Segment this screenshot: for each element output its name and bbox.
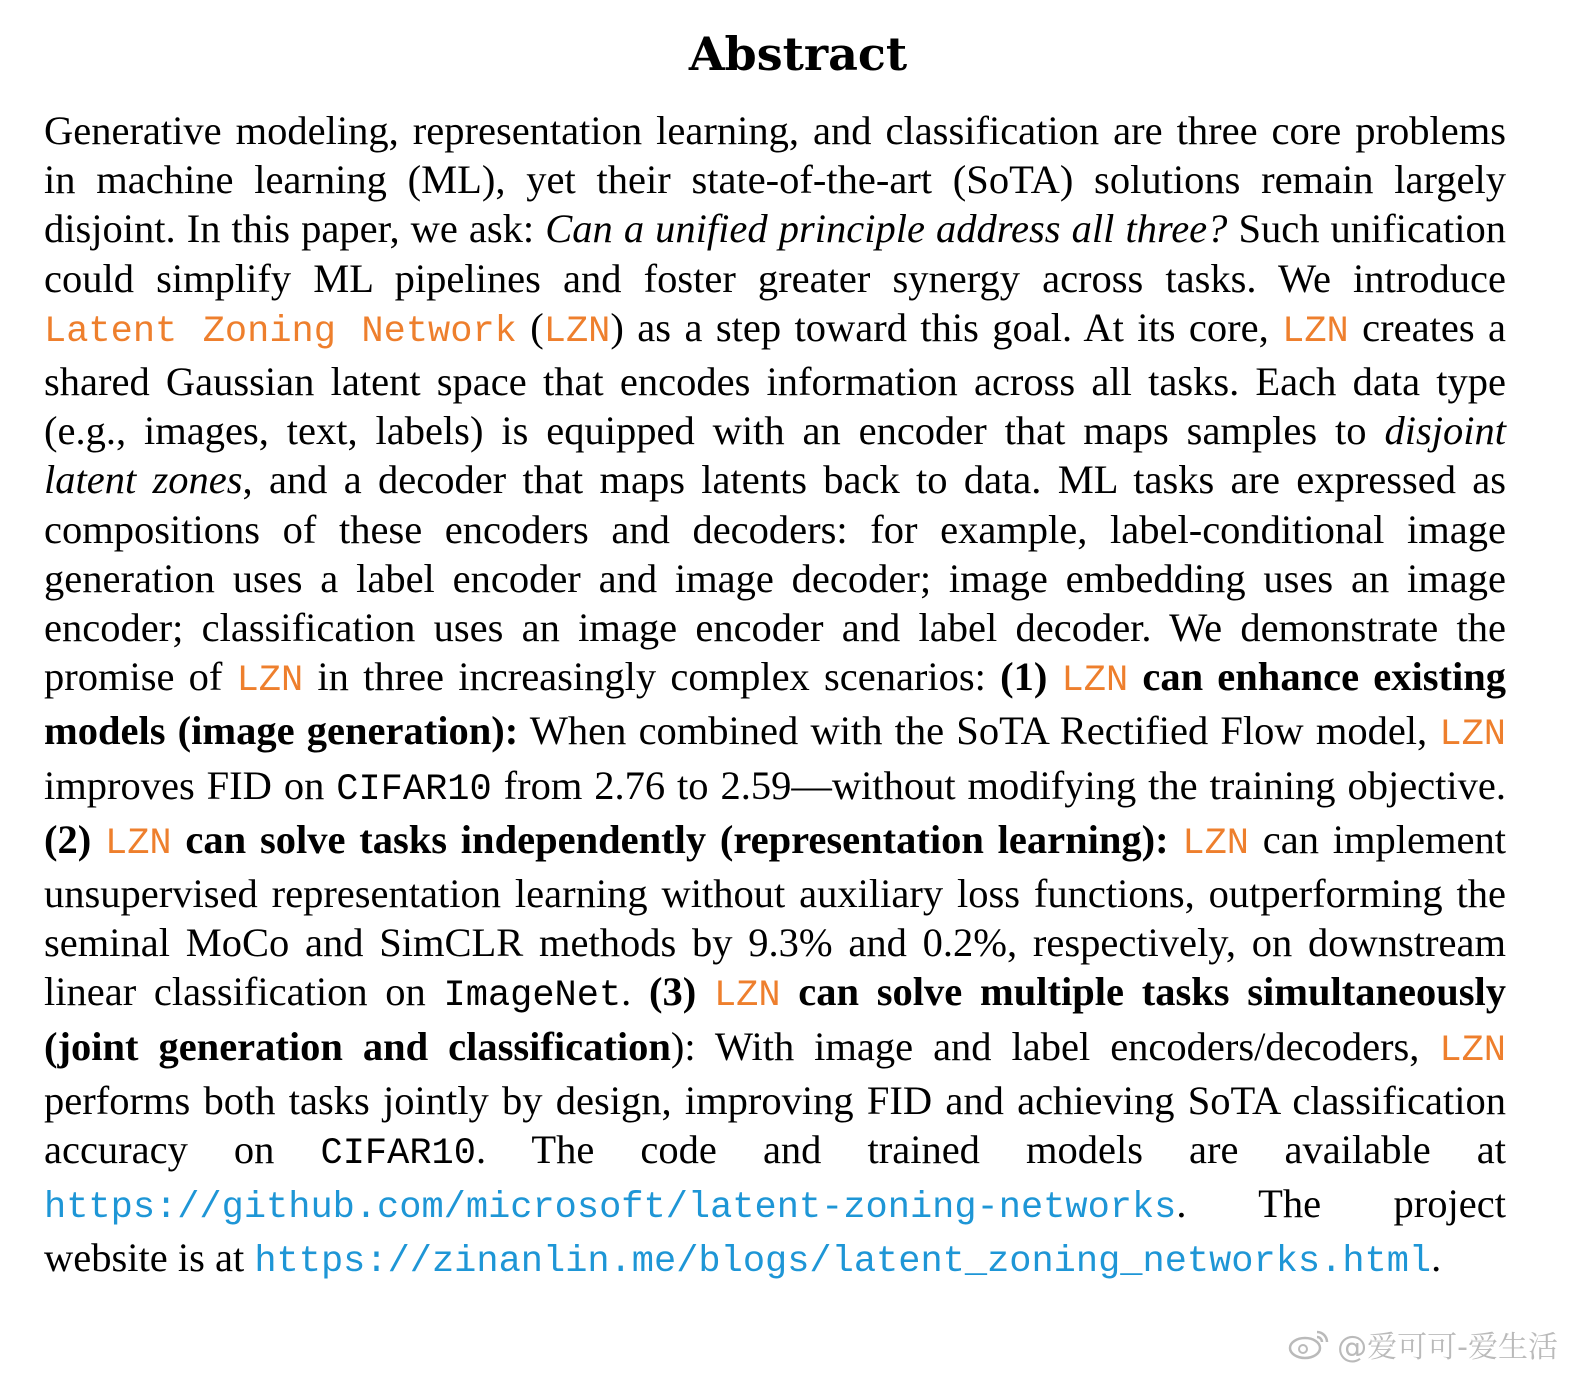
abstract-text: . The code and trained models are available at [475,1127,1506,1173]
lzn-term[interactable]: LZN [1282,310,1349,353]
abstract-text: ) as a step toward this goal. At its core, [610,304,1283,350]
abstract-text [1169,817,1183,862]
lzn-term[interactable]: LZN [1061,660,1129,703]
lzn-term[interactable]: LZN [1439,1029,1507,1072]
bold-text: (3) [649,969,714,1015]
bold-text: (2) [44,816,106,862]
project-website-link[interactable]: https://zinanlin.me/blogs/latent_zoning_networks.html [254,1241,1432,1284]
weibo-logo-icon [1287,1326,1331,1362]
abstract-text: creates a shared Gaussian latent space that encodes information across all tasks. Each data type (e.g., images, text, labels) is equipped with an encoder that maps samples to [44,304,1506,454]
lzn-term[interactable]: LZN [1439,714,1506,757]
abstract-text: Such unification could simplify ML pipelines and foster greater synergy across tasks. We introduce [44,206,1507,301]
abstract-body [44,106,1506,1288]
lzn-term[interactable]: LZN [105,822,172,865]
dataset-name: CIFAR10 [336,768,492,811]
lzn-term[interactable]: LZN [543,310,611,353]
bold-text: can solve multiple tasks simultaneously (joint generation and classification [44,969,1507,1069]
github-link[interactable]: https://github.com/microsoft/latent-zoning-networks [44,1187,1177,1230]
dataset-name: CIFAR10 [320,1133,476,1176]
abstract-text: When combined with the SoTA Rectified Flow model, [518,708,1440,754]
lzn-term[interactable]: LZN [1182,822,1250,865]
abstract-text: can implement unsupervised representation learning without auxiliary loss functions, outperforming the seminal MoCo and SimCLR methods by 9.3% and 0.2%, respectively, on downstream linear classification on [44,816,1506,1015]
abstract-text: ( [516,304,544,350]
abstract-text: from 2.76 to 2.59—without modifying the training objective. [491,762,1506,808]
lzn-term[interactable]: Latent Zoning Network [44,310,517,353]
bold-text: (1) [1000,654,1062,700]
abstract-text: performs both tasks jointly by design, improving FID and achieving SoTA classification accuracy on [44,1077,1506,1173]
watermark-text: @爱可可-爱生活 [1337,1330,1558,1365]
emphasis-text: disjoint latent zones [44,408,1506,503]
research-question: Can a unified principle address all three? [545,206,1228,252]
bold-text: can solve tasks independently (representation learning): [171,816,1169,862]
abstract-text: improves FID on [44,762,337,808]
dataset-name: ImageNet [443,975,622,1018]
abstract-text: . The project website is at [44,1181,1506,1281]
bold-text: can enhance existing models (image generation): [44,654,1506,754]
abstract-text: in three increasingly complex scenarios: [303,654,1001,700]
abstract-text: , and a decoder that maps latents back to data. ML tasks are expressed as compositions of these encoders and decoders: for example, label-conditional image generation uses a label encoder and image decoder; image embedding uses an image encoder; classification uses an image encoder and label decoder. We demonstrate the promise of [44,457,1506,700]
abstract-heading: Abstract [688,27,908,81]
abstract-text: . [1431,1235,1442,1281]
lzn-term[interactable]: LZN [236,660,304,703]
abstract-text: . [621,969,650,1015]
abstract-text: Generative modeling, representation learning, and classification are three core problems in machine learning (ML), yet their state-of-the-art (SoTA) solutions remain largely disjoint. In this paper, we ask: [44,108,1506,252]
lzn-term[interactable]: LZN [713,975,781,1018]
abstract-text: ): With image and label encoders/decoders, [670,1023,1440,1069]
watermark [1287,1322,1558,1366]
